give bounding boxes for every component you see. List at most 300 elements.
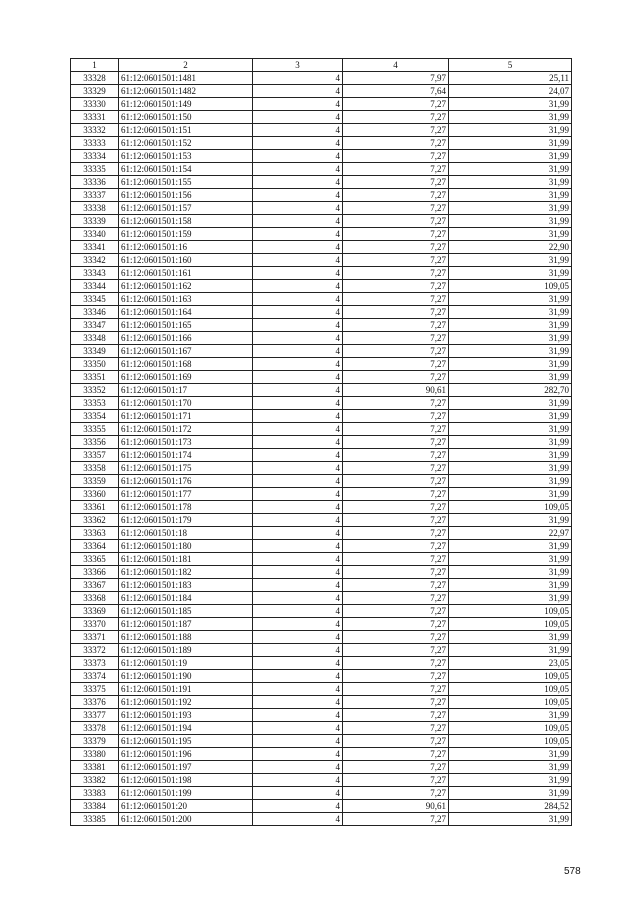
- table-row: [71, 631, 572, 644]
- table-cell: 4: [253, 475, 343, 488]
- table-cell: 33336: [71, 176, 119, 189]
- table-cell: 33345: [71, 293, 119, 306]
- table-cell: 31,99: [449, 267, 572, 280]
- table-cell: 33378: [71, 722, 119, 735]
- table-cell: 31,99: [449, 215, 572, 228]
- table-cell: 109,05: [449, 280, 572, 293]
- table-cell: 31,99: [449, 319, 572, 332]
- table-cell: 61:12:0601501:167: [119, 345, 253, 358]
- table-row: [71, 371, 572, 384]
- table-cell: 61:12:0601501:19: [119, 657, 253, 670]
- table-cell: 7,27: [343, 332, 449, 345]
- table-cell: 7,27: [343, 631, 449, 644]
- table-cell: 31,99: [449, 462, 572, 475]
- table-row: [71, 813, 572, 826]
- table-cell: 31,99: [449, 98, 572, 111]
- table-cell: 31,99: [449, 306, 572, 319]
- table-cell: 4: [253, 553, 343, 566]
- column-header-2: 2: [119, 59, 253, 72]
- table-cell: 31,99: [449, 631, 572, 644]
- table-row: [71, 189, 572, 202]
- table-row: [71, 410, 572, 423]
- table-cell: 284,52: [449, 800, 572, 813]
- table-cell: 33365: [71, 553, 119, 566]
- table-cell: 61:12:0601501:165: [119, 319, 253, 332]
- table-cell: 61:12:0601501:177: [119, 488, 253, 501]
- table-cell: 7,27: [343, 592, 449, 605]
- table-cell: 33333: [71, 137, 119, 150]
- table-cell: 4: [253, 540, 343, 553]
- table-cell: 61:12:0601501:149: [119, 98, 253, 111]
- table-cell: 33348: [71, 332, 119, 345]
- table-cell: 33340: [71, 228, 119, 241]
- table-row: [71, 748, 572, 761]
- table-row: [71, 358, 572, 371]
- table-row: [71, 449, 572, 462]
- table-cell: 4: [253, 657, 343, 670]
- table-cell: 4: [253, 735, 343, 748]
- table-cell: 109,05: [449, 670, 572, 683]
- table-row: [71, 319, 572, 332]
- table-cell: 61:12:0601501:180: [119, 540, 253, 553]
- table-cell: 4: [253, 124, 343, 137]
- table-row: [71, 345, 572, 358]
- table-cell: 61:12:0601501:1481: [119, 72, 253, 85]
- table-cell: 61:12:0601501:193: [119, 709, 253, 722]
- table-cell: 61:12:0601501:174: [119, 449, 253, 462]
- table-cell: 4: [253, 371, 343, 384]
- table-cell: 33329: [71, 85, 119, 98]
- table-row: [71, 475, 572, 488]
- table-row: [71, 384, 572, 397]
- table-cell: 61:12:0601501:158: [119, 215, 253, 228]
- table-cell: 4: [253, 462, 343, 475]
- table-cell: 33383: [71, 787, 119, 800]
- table-row: [71, 592, 572, 605]
- table-cell: 7,27: [343, 462, 449, 475]
- table-cell: 61:12:0601501:163: [119, 293, 253, 306]
- table-cell: 33357: [71, 449, 119, 462]
- table-cell: 7,27: [343, 267, 449, 280]
- table-cell: 4: [253, 98, 343, 111]
- table-cell: 4: [253, 709, 343, 722]
- table-cell: 7,64: [343, 85, 449, 98]
- table-cell: 61:12:0601501:183: [119, 579, 253, 592]
- table-cell: 31,99: [449, 761, 572, 774]
- table-row: [71, 176, 572, 189]
- table-cell: 33331: [71, 111, 119, 124]
- table-row: [71, 111, 572, 124]
- table-cell: 109,05: [449, 605, 572, 618]
- table-cell: 4: [253, 592, 343, 605]
- table-cell: 33355: [71, 423, 119, 436]
- table-cell: 33366: [71, 566, 119, 579]
- table-cell: 4: [253, 527, 343, 540]
- table-cell: 7,27: [343, 696, 449, 709]
- table-cell: 7,27: [343, 423, 449, 436]
- table-row: [71, 215, 572, 228]
- table-cell: 61:12:0601501:189: [119, 644, 253, 657]
- table-cell: 33351: [71, 371, 119, 384]
- table-cell: 31,99: [449, 423, 572, 436]
- table-cell: 33364: [71, 540, 119, 553]
- table-cell: 4: [253, 800, 343, 813]
- table-cell: 33372: [71, 644, 119, 657]
- table-row: [71, 241, 572, 254]
- table-cell: 61:12:0601501:171: [119, 410, 253, 423]
- table-cell: 7,27: [343, 748, 449, 761]
- table-cell: 61:12:0601501:192: [119, 696, 253, 709]
- table-cell: 61:12:0601501:196: [119, 748, 253, 761]
- table-cell: 90,61: [343, 800, 449, 813]
- table-cell: 31,99: [449, 254, 572, 267]
- table-cell: 7,27: [343, 501, 449, 514]
- table-cell: 4: [253, 605, 343, 618]
- table-body: [71, 72, 572, 826]
- table-cell: 4: [253, 566, 343, 579]
- table-cell: 31,99: [449, 332, 572, 345]
- table-cell: 61:12:0601501:200: [119, 813, 253, 826]
- table-cell: 4: [253, 254, 343, 267]
- table-cell: 25,11: [449, 72, 572, 85]
- table-cell: 4: [253, 306, 343, 319]
- table-cell: 61:12:0601501:181: [119, 553, 253, 566]
- table-cell: 109,05: [449, 722, 572, 735]
- table-cell: 61:12:0601501:161: [119, 267, 253, 280]
- table-cell: 4: [253, 449, 343, 462]
- table-cell: 61:12:0601501:185: [119, 605, 253, 618]
- table-row: [71, 618, 572, 631]
- table-cell: 7,27: [343, 150, 449, 163]
- table-cell: 33382: [71, 774, 119, 787]
- table-cell: 4: [253, 514, 343, 527]
- table-row: [71, 501, 572, 514]
- table-cell: 4: [253, 345, 343, 358]
- table-header-row: [71, 59, 572, 72]
- table-cell: 7,27: [343, 176, 449, 189]
- table-cell: 61:12:0601501:18: [119, 527, 253, 540]
- table-cell: 61:12:0601501:170: [119, 397, 253, 410]
- table-cell: 7,27: [343, 280, 449, 293]
- table-cell: 33332: [71, 124, 119, 137]
- table-cell: 33381: [71, 761, 119, 774]
- table-cell: 31,99: [449, 163, 572, 176]
- table-cell: 61:12:0601501:173: [119, 436, 253, 449]
- table-cell: 61:12:0601501:169: [119, 371, 253, 384]
- table-cell: 7,27: [343, 514, 449, 527]
- table-cell: 4: [253, 72, 343, 85]
- table-cell: 4: [253, 670, 343, 683]
- table-cell: 7,27: [343, 605, 449, 618]
- table-row: [71, 579, 572, 592]
- table-cell: 33344: [71, 280, 119, 293]
- table-cell: 61:12:0601501:155: [119, 176, 253, 189]
- table-cell: 33380: [71, 748, 119, 761]
- table-cell: 31,99: [449, 592, 572, 605]
- table-cell: 31,99: [449, 644, 572, 657]
- table-cell: 4: [253, 410, 343, 423]
- table-cell: 7,27: [343, 137, 449, 150]
- table-cell: 61:12:0601501:160: [119, 254, 253, 267]
- table-cell: 61:12:0601501:154: [119, 163, 253, 176]
- table-cell: 31,99: [449, 202, 572, 215]
- table-cell: 4: [253, 423, 343, 436]
- table-cell: 4: [253, 293, 343, 306]
- table-row: [71, 124, 572, 137]
- table-cell: 61:12:0601501:159: [119, 228, 253, 241]
- table-cell: 31,99: [449, 176, 572, 189]
- table-row: [71, 683, 572, 696]
- table-cell: 31,99: [449, 514, 572, 527]
- table-cell: 33330: [71, 98, 119, 111]
- table-cell: 109,05: [449, 735, 572, 748]
- table-cell: 4: [253, 579, 343, 592]
- table-cell: 7,27: [343, 228, 449, 241]
- table-cell: 7,27: [343, 124, 449, 137]
- table-cell: 33362: [71, 514, 119, 527]
- column-header-1: 1: [71, 59, 119, 72]
- table-cell: 31,99: [449, 124, 572, 137]
- table-cell: 31,99: [449, 553, 572, 566]
- table-cell: 31,99: [449, 449, 572, 462]
- table-cell: 7,27: [343, 774, 449, 787]
- table-cell: 31,99: [449, 293, 572, 306]
- table-cell: 7,27: [343, 709, 449, 722]
- table-cell: 61:12:0601501:20: [119, 800, 253, 813]
- table-row: [71, 436, 572, 449]
- table-cell: 33343: [71, 267, 119, 280]
- column-header-5: 5: [449, 59, 572, 72]
- table-cell: 7,27: [343, 540, 449, 553]
- table-cell: 33339: [71, 215, 119, 228]
- table-cell: 22,90: [449, 241, 572, 254]
- table-cell: 7,27: [343, 189, 449, 202]
- table-cell: 7,27: [343, 566, 449, 579]
- table-row: [71, 644, 572, 657]
- table-cell: 7,27: [343, 202, 449, 215]
- table-cell: 7,27: [343, 254, 449, 267]
- table-cell: 7,27: [343, 553, 449, 566]
- table-cell: 61:12:0601501:176: [119, 475, 253, 488]
- table-cell: 7,27: [343, 410, 449, 423]
- table-cell: 7,27: [343, 98, 449, 111]
- table-row: [71, 85, 572, 98]
- table-cell: 31,99: [449, 345, 572, 358]
- table-cell: 31,99: [449, 436, 572, 449]
- table-cell: 24,07: [449, 85, 572, 98]
- table-cell: 33354: [71, 410, 119, 423]
- table-cell: 61:12:0601501:156: [119, 189, 253, 202]
- table-cell: 33334: [71, 150, 119, 163]
- table-row: [71, 202, 572, 215]
- table-cell: 31,99: [449, 410, 572, 423]
- table-row: [71, 137, 572, 150]
- table-cell: 31,99: [449, 540, 572, 553]
- table-cell: 33338: [71, 202, 119, 215]
- table-cell: 109,05: [449, 501, 572, 514]
- table-row: [71, 72, 572, 85]
- column-header-3: 3: [253, 59, 343, 72]
- table-cell: 33346: [71, 306, 119, 319]
- table-row: [71, 709, 572, 722]
- table-cell: 33363: [71, 527, 119, 540]
- table-cell: 31,99: [449, 150, 572, 163]
- table-cell: 31,99: [449, 709, 572, 722]
- table-cell: 61:12:0601501:175: [119, 462, 253, 475]
- table-cell: 33360: [71, 488, 119, 501]
- table-cell: 61:12:0601501:182: [119, 566, 253, 579]
- table-cell: 4: [253, 267, 343, 280]
- table-cell: 31,99: [449, 137, 572, 150]
- table-cell: 61:12:0601501:17: [119, 384, 253, 397]
- table-row: [71, 800, 572, 813]
- table-cell: 61:12:0601501:194: [119, 722, 253, 735]
- table-cell: 4: [253, 111, 343, 124]
- table-cell: 61:12:0601501:168: [119, 358, 253, 371]
- table-row: [71, 514, 572, 527]
- table-cell: 33356: [71, 436, 119, 449]
- table-cell: 4: [253, 748, 343, 761]
- table-cell: 7,27: [343, 345, 449, 358]
- page-number: 578: [564, 866, 581, 877]
- table-row: [71, 787, 572, 800]
- table-cell: 61:12:0601501:166: [119, 332, 253, 345]
- table-cell: 7,27: [343, 306, 449, 319]
- table-cell: 33374: [71, 670, 119, 683]
- table-cell: 4: [253, 683, 343, 696]
- table-cell: 7,27: [343, 657, 449, 670]
- table-cell: 31,99: [449, 579, 572, 592]
- table-cell: 61:12:0601501:172: [119, 423, 253, 436]
- table-cell: 33350: [71, 358, 119, 371]
- table-cell: 7,27: [343, 358, 449, 371]
- table-cell: 7,27: [343, 579, 449, 592]
- table-cell: 7,27: [343, 735, 449, 748]
- table-cell: 4: [253, 397, 343, 410]
- table-cell: 4: [253, 774, 343, 787]
- table-cell: 31,99: [449, 488, 572, 501]
- table-cell: 7,27: [343, 475, 449, 488]
- table-cell: 7,27: [343, 449, 449, 462]
- table-cell: 61:12:0601501:151: [119, 124, 253, 137]
- table-row: [71, 553, 572, 566]
- table-cell: 31,99: [449, 397, 572, 410]
- table-cell: 4: [253, 332, 343, 345]
- table-cell: 109,05: [449, 618, 572, 631]
- table-cell: 4: [253, 488, 343, 501]
- table-cell: 31,99: [449, 566, 572, 579]
- table-cell: 7,27: [343, 722, 449, 735]
- table-cell: 31,99: [449, 748, 572, 761]
- table-row: [71, 293, 572, 306]
- table-cell: 33342: [71, 254, 119, 267]
- table-cell: 4: [253, 501, 343, 514]
- table-cell: 4: [253, 215, 343, 228]
- table-cell: 61:12:0601501:152: [119, 137, 253, 150]
- table-cell: 61:12:0601501:187: [119, 618, 253, 631]
- table-row: [71, 306, 572, 319]
- table-cell: 7,27: [343, 319, 449, 332]
- table-cell: 31,99: [449, 358, 572, 371]
- table-cell: 7,27: [343, 163, 449, 176]
- table-row: [71, 605, 572, 618]
- table-row: [71, 423, 572, 436]
- table-row: [71, 267, 572, 280]
- table-cell: 31,99: [449, 813, 572, 826]
- table-cell: 7,27: [343, 761, 449, 774]
- table-cell: 4: [253, 163, 343, 176]
- data-table: [70, 58, 572, 826]
- table-row: [71, 670, 572, 683]
- table-cell: 282,70: [449, 384, 572, 397]
- table-cell: 33361: [71, 501, 119, 514]
- table-row: [71, 761, 572, 774]
- table-cell: 7,27: [343, 683, 449, 696]
- table-cell: 33359: [71, 475, 119, 488]
- table-cell: 4: [253, 813, 343, 826]
- table-cell: 31,99: [449, 228, 572, 241]
- table-cell: 4: [253, 631, 343, 644]
- table-row: [71, 332, 572, 345]
- table-cell: 7,27: [343, 787, 449, 800]
- table-cell: 33379: [71, 735, 119, 748]
- table-cell: 33376: [71, 696, 119, 709]
- table-cell: 4: [253, 761, 343, 774]
- table-cell: 4: [253, 696, 343, 709]
- table-row: [71, 98, 572, 111]
- table-cell: 7,27: [343, 670, 449, 683]
- table-row: [71, 163, 572, 176]
- table-cell: 33352: [71, 384, 119, 397]
- table-cell: 61:12:0601501:197: [119, 761, 253, 774]
- table-cell: 61:12:0601501:157: [119, 202, 253, 215]
- table-row: [71, 397, 572, 410]
- table-cell: 4: [253, 618, 343, 631]
- table-cell: 7,27: [343, 527, 449, 540]
- table-row: [71, 150, 572, 163]
- table-cell: 7,97: [343, 72, 449, 85]
- table-cell: 33371: [71, 631, 119, 644]
- table-cell: 7,27: [343, 397, 449, 410]
- table-row: [71, 462, 572, 475]
- table-cell: 31,99: [449, 787, 572, 800]
- table-cell: 7,27: [343, 813, 449, 826]
- table-cell: 31,99: [449, 475, 572, 488]
- table-cell: 33367: [71, 579, 119, 592]
- table-row: [71, 657, 572, 670]
- table-row: [71, 774, 572, 787]
- table-cell: 33373: [71, 657, 119, 670]
- table-cell: 7,27: [343, 111, 449, 124]
- table-cell: 61:12:0601501:198: [119, 774, 253, 787]
- table-cell: 33370: [71, 618, 119, 631]
- table-cell: 33341: [71, 241, 119, 254]
- table-cell: 31,99: [449, 189, 572, 202]
- table-cell: 31,99: [449, 111, 572, 124]
- table-cell: 4: [253, 358, 343, 371]
- table-cell: 33349: [71, 345, 119, 358]
- table-cell: 33368: [71, 592, 119, 605]
- table-row: [71, 540, 572, 553]
- table-cell: 61:12:0601501:184: [119, 592, 253, 605]
- table-cell: 33335: [71, 163, 119, 176]
- table-cell: 4: [253, 202, 343, 215]
- table-cell: 4: [253, 384, 343, 397]
- table-row: [71, 722, 572, 735]
- table-cell: 7,27: [343, 644, 449, 657]
- table-cell: 4: [253, 189, 343, 202]
- table-cell: 33353: [71, 397, 119, 410]
